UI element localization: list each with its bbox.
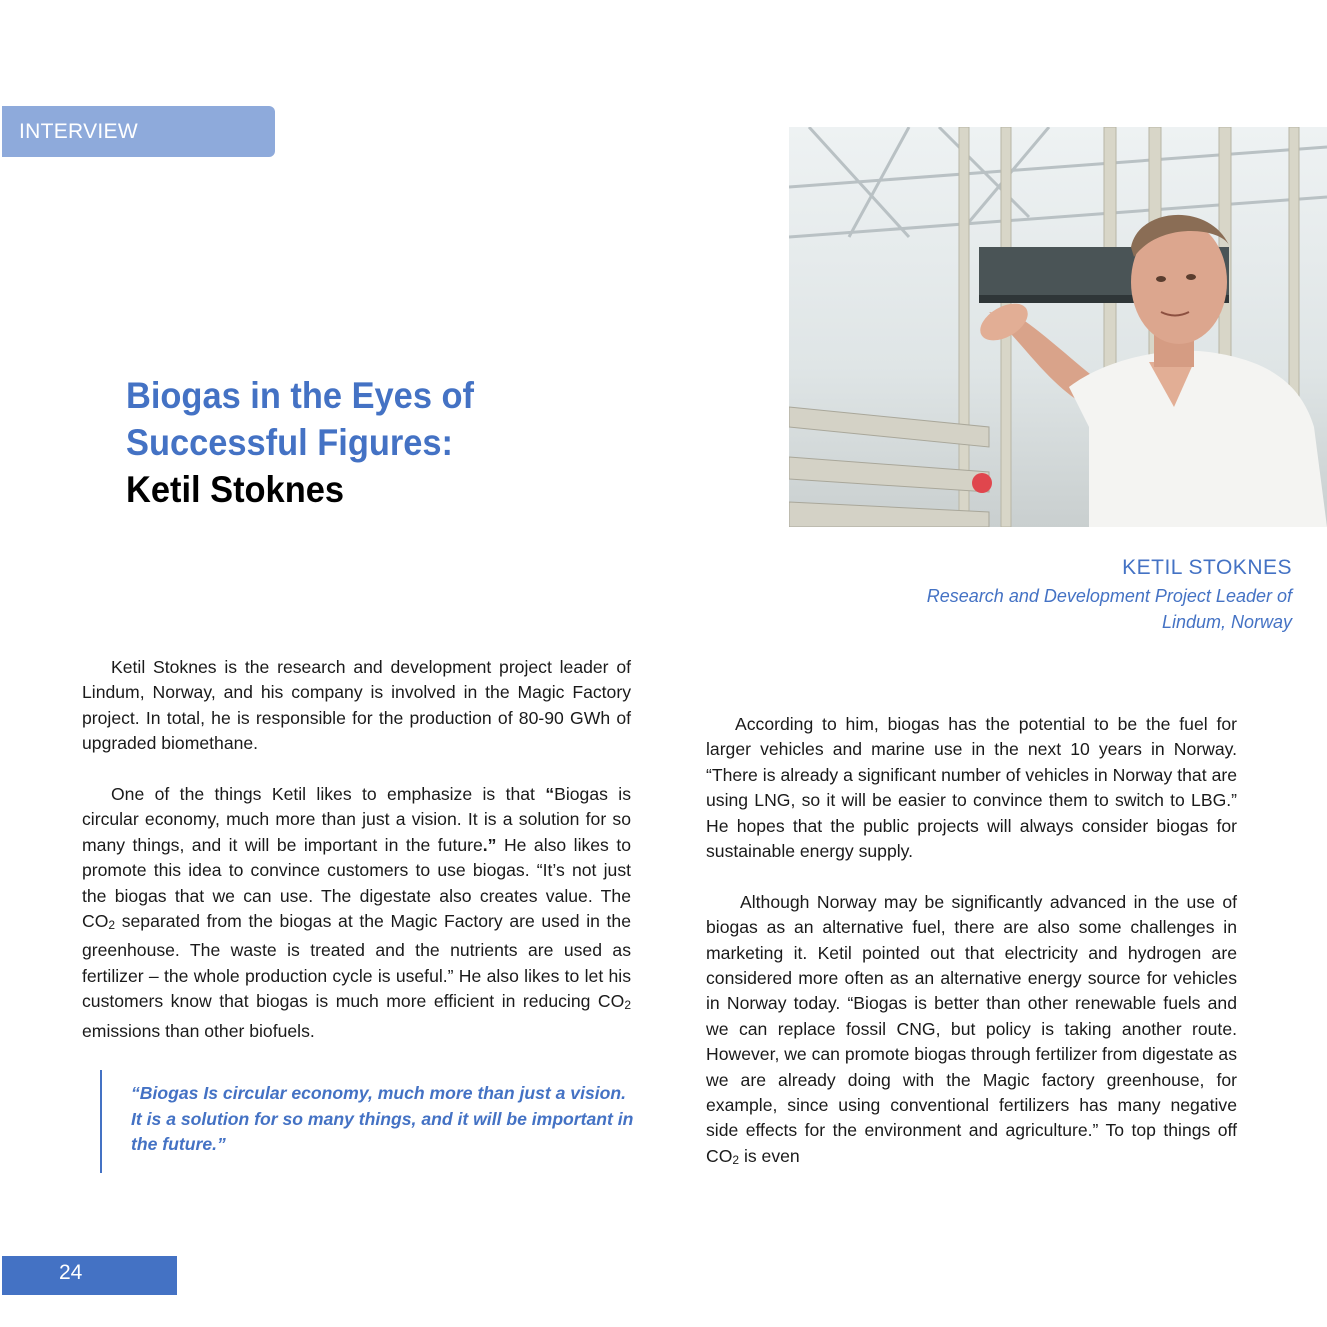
left-paragraph-1: Ketil Stoknes is the research and development project leader of Lindum, Norway, and his company is involved in the Magic Factory project. In total, he is responsible for the production of 80-90 GWh of upgraded biomethane.	[82, 657, 631, 754]
right-paragraph-2: Although Norway may be significantly advanced in the use of biogas as an alternative fuel, there are also some challenges in marketing it. Ketil pointed out that electricity and hydrogen are considered more often as an alternative energy source for vehicles in Norway today. “Biogas is better than other renewable fuels and we can replace fossil CNG, but policy is taking another route. However, we can promote biogas through fertilizer from digestate as we are already doing with the Magic factory greenhouse, for example, since using conventional fertilizers has many negative side effects for the environment and agriculture.” To top things off $CO_2$ is even	[706, 891, 1238, 1167]
left-column	[82, 655, 631, 1069]
caption-role-line-1: Research and Development Project Leader of	[926, 586, 1292, 606]
pull-quote: “Biogas Is circular economy, much more than just a vision. It is a solution for so many things, and it will be important in the future.”	[100, 1070, 636, 1173]
right-column	[706, 712, 1237, 1199]
caption-role-line-2: Lindum, Norway	[1161, 612, 1292, 632]
photo-caption	[927, 555, 1292, 635]
title-person-name: Ketil Stoknes	[126, 469, 344, 510]
section-tag: INTERVIEW	[2, 106, 275, 157]
portrait-photo	[789, 127, 1327, 527]
left-paragraph-2: One of the things Ketil likes to emphasize is that “Biogas is circular economy, much more than just a vision. It is a solution for so many things, and it will be important in the future.” He also likes to promote this idea to convince customers to use biogas. “It’s not just the biogas that we can use. The digestate also creates value. The $CO_2$ separated from the biogas at the Magic Factory are used in the greenhouse. The waste is treated and the nutrients are used as fertilizer – the whole production cycle is useful.” He also likes to let his customers know that biogas is much more efficient in reducing $CO_2$ emissions than other biofuels.	[82, 784, 632, 1041]
right-paragraph-1: According to him, biogas has the potential to be the fuel for larger vehicles and marine use in the next 10 years in Norway. “There is already a significant number of vehicles in Norway that are using LNG, so it will be easier to convince them to switch to LBG.” He hopes that the public projects will always consider biogas for sustainable energy supply.	[706, 714, 1237, 862]
article-title	[126, 372, 610, 513]
caption-name: KETIL STOKNES	[1122, 556, 1292, 579]
page-number: 24	[2, 1256, 177, 1295]
title-line-2: Successful Figures:	[126, 422, 453, 463]
title-line-1: Biogas in the Eyes of	[126, 375, 475, 416]
